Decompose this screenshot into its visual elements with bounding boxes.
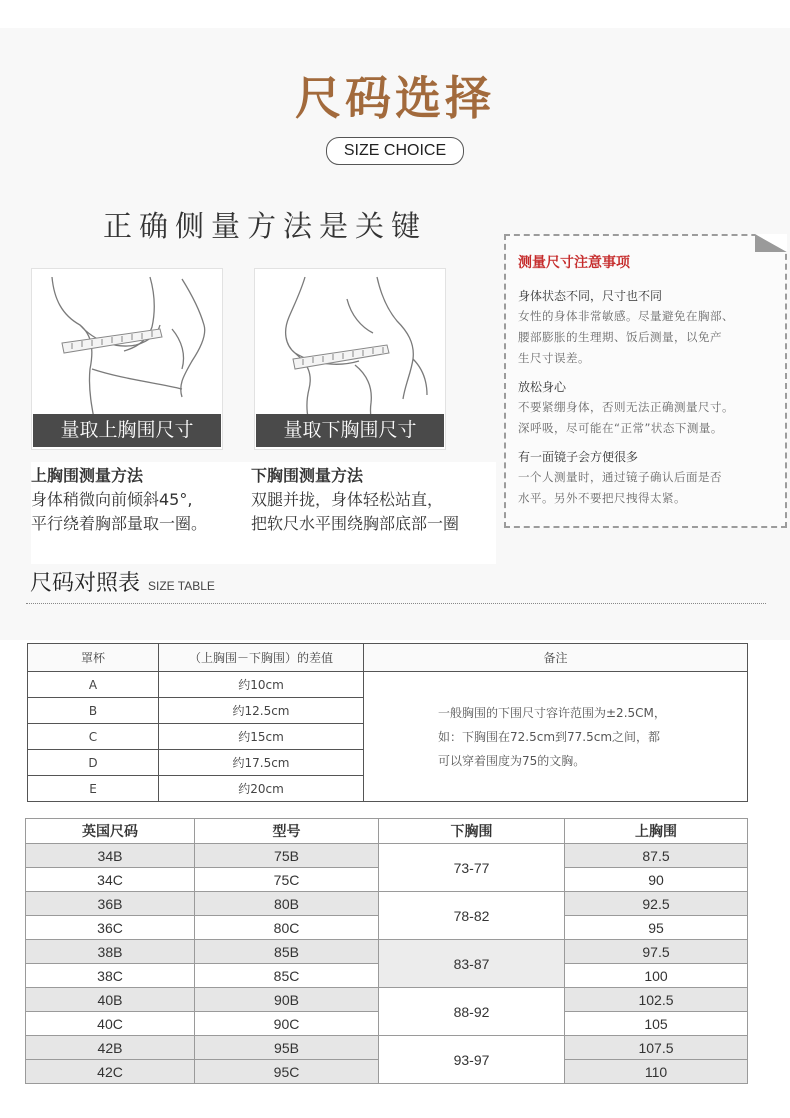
- model-cell: 95B: [195, 1036, 379, 1060]
- under-bust-method: [251, 462, 496, 564]
- under-bust-cell: 88-92: [379, 988, 565, 1036]
- divider: [26, 603, 766, 604]
- note-heading: 身体状态不同，尺寸也不同: [518, 289, 663, 303]
- remarks-line: 如：下胸围在72.5cm到77.5cm之间，都: [438, 729, 661, 744]
- notes-title: 测量尺寸注意事项: [518, 255, 630, 271]
- under-bust-cell: 73-77: [379, 844, 565, 892]
- difference-cell: 约12.5cm: [159, 698, 364, 724]
- under-bust-figure: [254, 268, 446, 450]
- cup-difference-table: [27, 643, 748, 802]
- upper-bust-cell: 90: [565, 868, 748, 892]
- table-row: [26, 892, 748, 916]
- cup-cell: D: [28, 750, 159, 776]
- table-row: [26, 1036, 748, 1060]
- cup-cell: A: [28, 672, 159, 698]
- uk-size-cell: 36C: [26, 916, 195, 940]
- upper-bust-cell: 97.5: [565, 940, 748, 964]
- remarks-line: 可以穿着围度为75的文胸。: [438, 753, 586, 768]
- remarks-cell: [364, 672, 748, 802]
- model-cell: 75B: [195, 844, 379, 868]
- column-header: 上胸围: [565, 819, 748, 844]
- method-heading: 正确侧量方法是关键: [103, 209, 428, 243]
- under-bust-method-title: 下胸围测量方法: [251, 466, 364, 485]
- model-cell: 95C: [195, 1060, 379, 1084]
- column-header: 型号: [195, 819, 379, 844]
- under-bust-method-line: 双腿并拢，身体轻松站直，: [251, 490, 444, 509]
- uk-size-cell: 42B: [26, 1036, 195, 1060]
- column-header: （上胸围－下胸围）的差值: [159, 644, 364, 672]
- note-text: 不要紧绷身体，否则无法正确测量尺寸。: [518, 400, 734, 414]
- upper-bust-method-title: 上胸围测量方法: [31, 466, 144, 485]
- uk-size-cell: 34C: [26, 868, 195, 892]
- under-bust-cell: 83-87: [379, 940, 565, 988]
- note-heading: 有一面镜子会方便很多: [518, 450, 639, 464]
- model-cell: 85B: [195, 940, 379, 964]
- column-header: 下胸围: [379, 819, 565, 844]
- cup-cell: C: [28, 724, 159, 750]
- note-text: 深呼吸，尽可能在“正常”状态下测量。: [518, 421, 723, 435]
- notes-list: [518, 282, 778, 509]
- under-bust-cell: 78-82: [379, 892, 565, 940]
- table-row: [26, 988, 748, 1012]
- under-bust-label: 量取下胸围尺寸: [256, 414, 444, 447]
- model-cell: 90B: [195, 988, 379, 1012]
- note-heading: 放松身心: [518, 380, 567, 394]
- upper-bust-cell: 110: [565, 1060, 748, 1084]
- difference-cell: 约15cm: [159, 724, 364, 750]
- model-cell: 90C: [195, 1012, 379, 1036]
- column-header: 罩杯: [28, 644, 159, 672]
- upper-bust-figure: [31, 268, 223, 450]
- model-cell: 80C: [195, 916, 379, 940]
- difference-cell: 约17.5cm: [159, 750, 364, 776]
- under-bust-cell: 93-97: [379, 1036, 565, 1084]
- uk-size-cell: 42C: [26, 1060, 195, 1084]
- table-row: [26, 940, 748, 964]
- column-header: 英国尺码: [26, 819, 195, 844]
- remarks-line: 一般胸围的下围尺寸容许范围为±2.5CM，: [438, 705, 666, 720]
- table-header-row: [28, 644, 748, 672]
- size-table-heading: [30, 566, 215, 597]
- upper-bust-method-line: 身体稍微向前倾斜45°,: [31, 490, 193, 509]
- table-row: [26, 844, 748, 868]
- cup-cell: B: [28, 698, 159, 724]
- note-text: 一个人测量时，通过镜子确认后面是否: [518, 470, 722, 484]
- upper-bust-method: [31, 462, 276, 564]
- upper-bust-cell: 92.5: [565, 892, 748, 916]
- uk-size-cell: 36B: [26, 892, 195, 916]
- upper-bust-cell: 95: [565, 916, 748, 940]
- upper-bust-cell: 102.5: [565, 988, 748, 1012]
- note-text: 水平。另外不要把尺拽得太紧。: [518, 491, 686, 505]
- model-cell: 85C: [195, 964, 379, 988]
- upper-bust-cell: 107.5: [565, 1036, 748, 1060]
- upper-bust-cell: 87.5: [565, 844, 748, 868]
- uk-size-cell: 40B: [26, 988, 195, 1012]
- size-table-heading-en: SIZE TABLE: [148, 579, 215, 593]
- model-cell: 80B: [195, 892, 379, 916]
- size-choice-badge: SIZE CHOICE: [326, 137, 464, 165]
- size-conversion-table: [25, 818, 748, 1084]
- difference-cell: 约20cm: [159, 776, 364, 802]
- measurement-notes-box: [504, 234, 787, 528]
- upper-bust-label: 量取上胸围尺寸: [33, 414, 221, 447]
- note-text: 腰部膨胀的生理期、饭后测量，以免产: [518, 330, 722, 344]
- upper-bust-cell: 100: [565, 964, 748, 988]
- under-bust-method-line: 把软尺水平围绕胸部底部一圈: [251, 514, 460, 533]
- difference-cell: 约10cm: [159, 672, 364, 698]
- uk-size-cell: 38C: [26, 964, 195, 988]
- folded-corner-icon: [755, 234, 787, 252]
- table-header-row: [26, 819, 748, 844]
- cup-cell: E: [28, 776, 159, 802]
- table-row: [28, 672, 748, 698]
- upper-bust-method-line: 平行绕着胸部量取一圈。: [31, 514, 208, 533]
- uk-size-cell: 40C: [26, 1012, 195, 1036]
- upper-bust-cell: 105: [565, 1012, 748, 1036]
- note-text: 女性的身体非常敏感。尽量避免在胸部、: [518, 309, 734, 323]
- column-header: 备注: [364, 644, 748, 672]
- note-text: 生尺寸误差。: [518, 351, 590, 365]
- model-cell: 75C: [195, 868, 379, 892]
- page-title: 尺码选择: [295, 71, 495, 125]
- uk-size-cell: 38B: [26, 940, 195, 964]
- size-table-heading-zh: 尺码对照表: [30, 571, 141, 596]
- uk-size-cell: 34B: [26, 844, 195, 868]
